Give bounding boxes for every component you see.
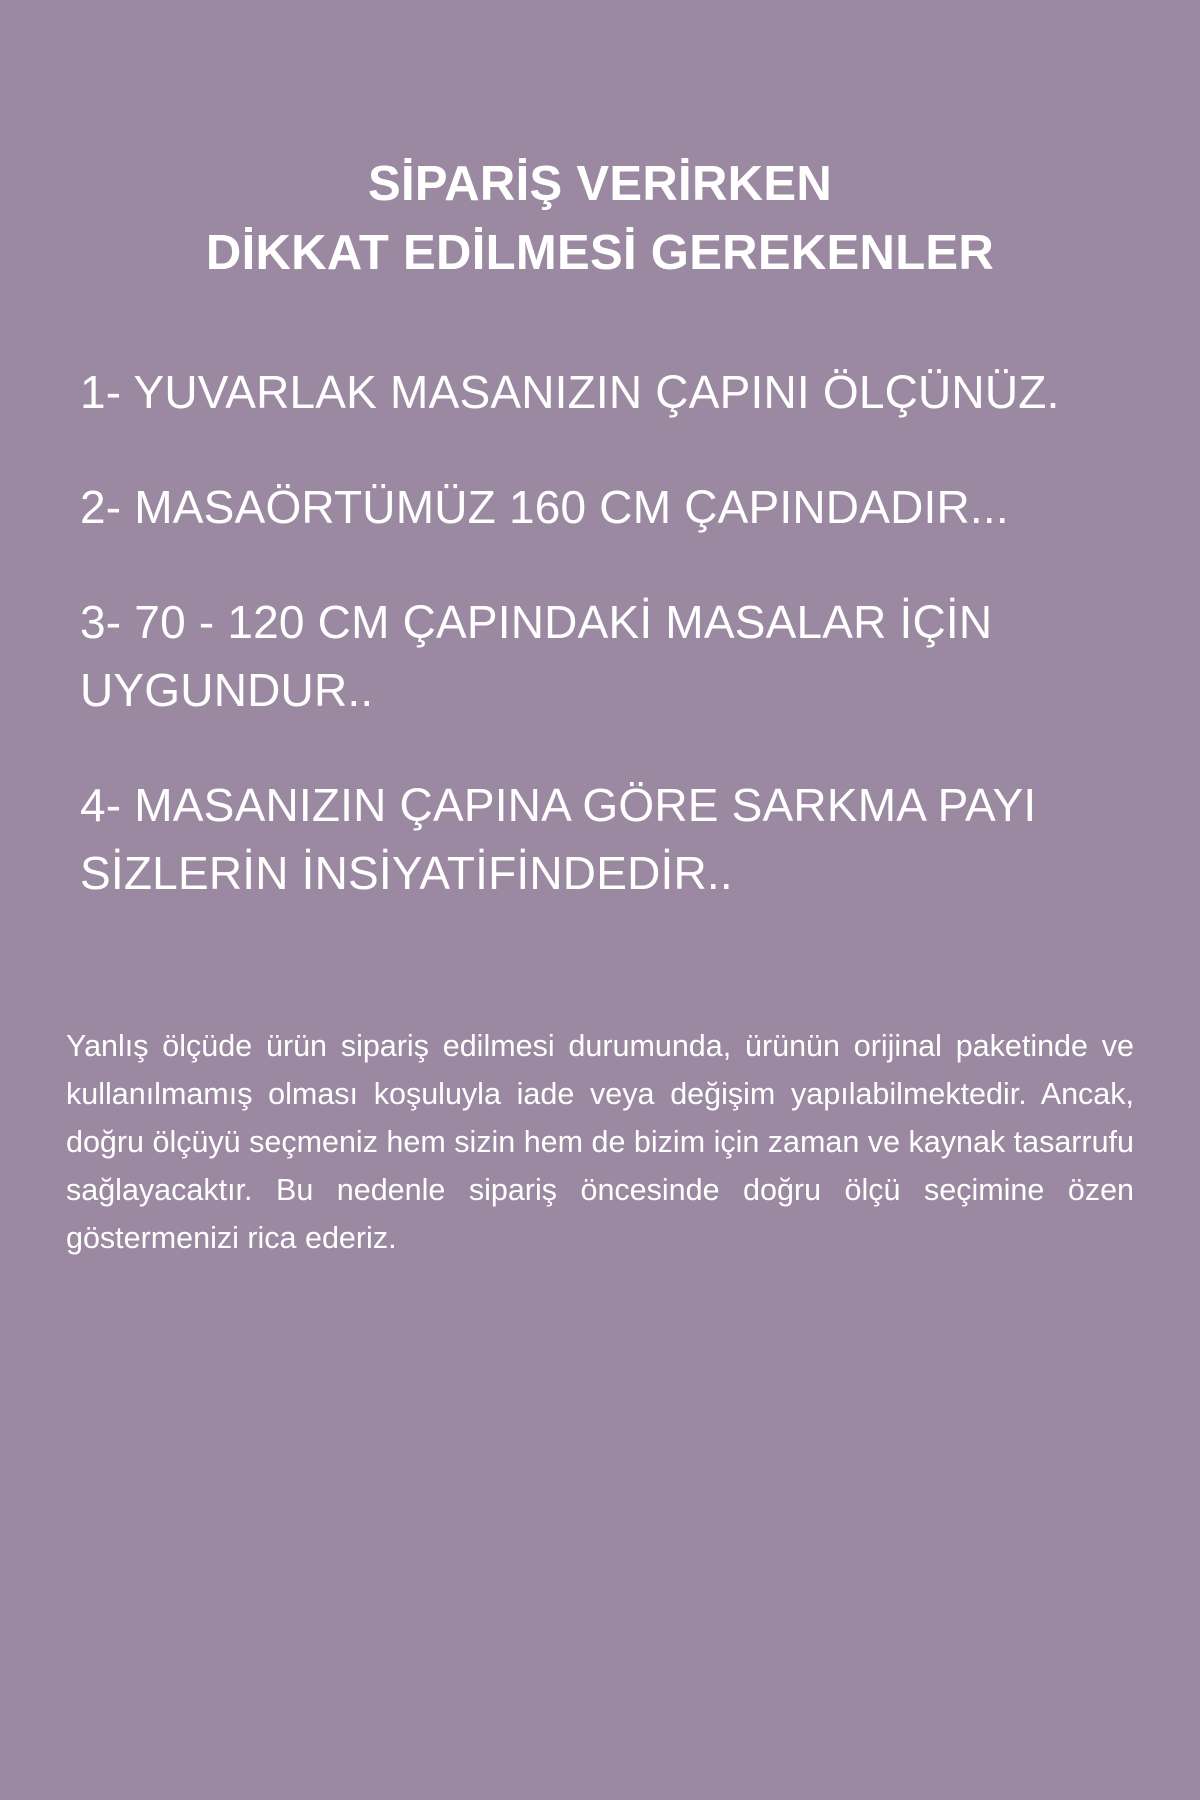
steps-list	[80, 358, 1140, 954]
title-line-1: SİPARİŞ VERİRKEN	[367, 157, 833, 211]
title-line-2: DİKKAT EDİLMESİ GEREKENLER	[205, 226, 995, 280]
step-item-1: 1- YUVARLAK MASANIZIN ÇAPINI ÖLÇÜNÜZ.	[80, 366, 1060, 418]
return-policy-note: Yanlış ölçüde ürün sipariş edilmesi durumunda, ürünün orijinal paketinde ve kullanılmamış olması koşuluyla iade veya değişim yapılabilmektedir. Ancak, doğru ölçüyü seçmeniz hem sizin hem de bizim için zaman ve kaynak tasarrufu sağlayacaktır. Bu nedenle sipariş öncesinde doğru ölçü seçimine özen göstermenizi rica ederiz.	[66, 1029, 1134, 1255]
step-item-4: 4- MASANIZIN ÇAPINA GÖRE SARKMA PAYI SİZLERİN İNSİYATİFİNDEDİR..	[80, 779, 1037, 899]
page-title	[0, 150, 1200, 288]
step-item-2: 2- MASAÖRTÜMÜZ 160 CM ÇAPINDADIR...	[80, 481, 1009, 533]
step-item-3: 3- 70 - 120 CM ÇAPINDAKİ MASALAR İÇİN UYGUNDUR..	[80, 596, 993, 716]
